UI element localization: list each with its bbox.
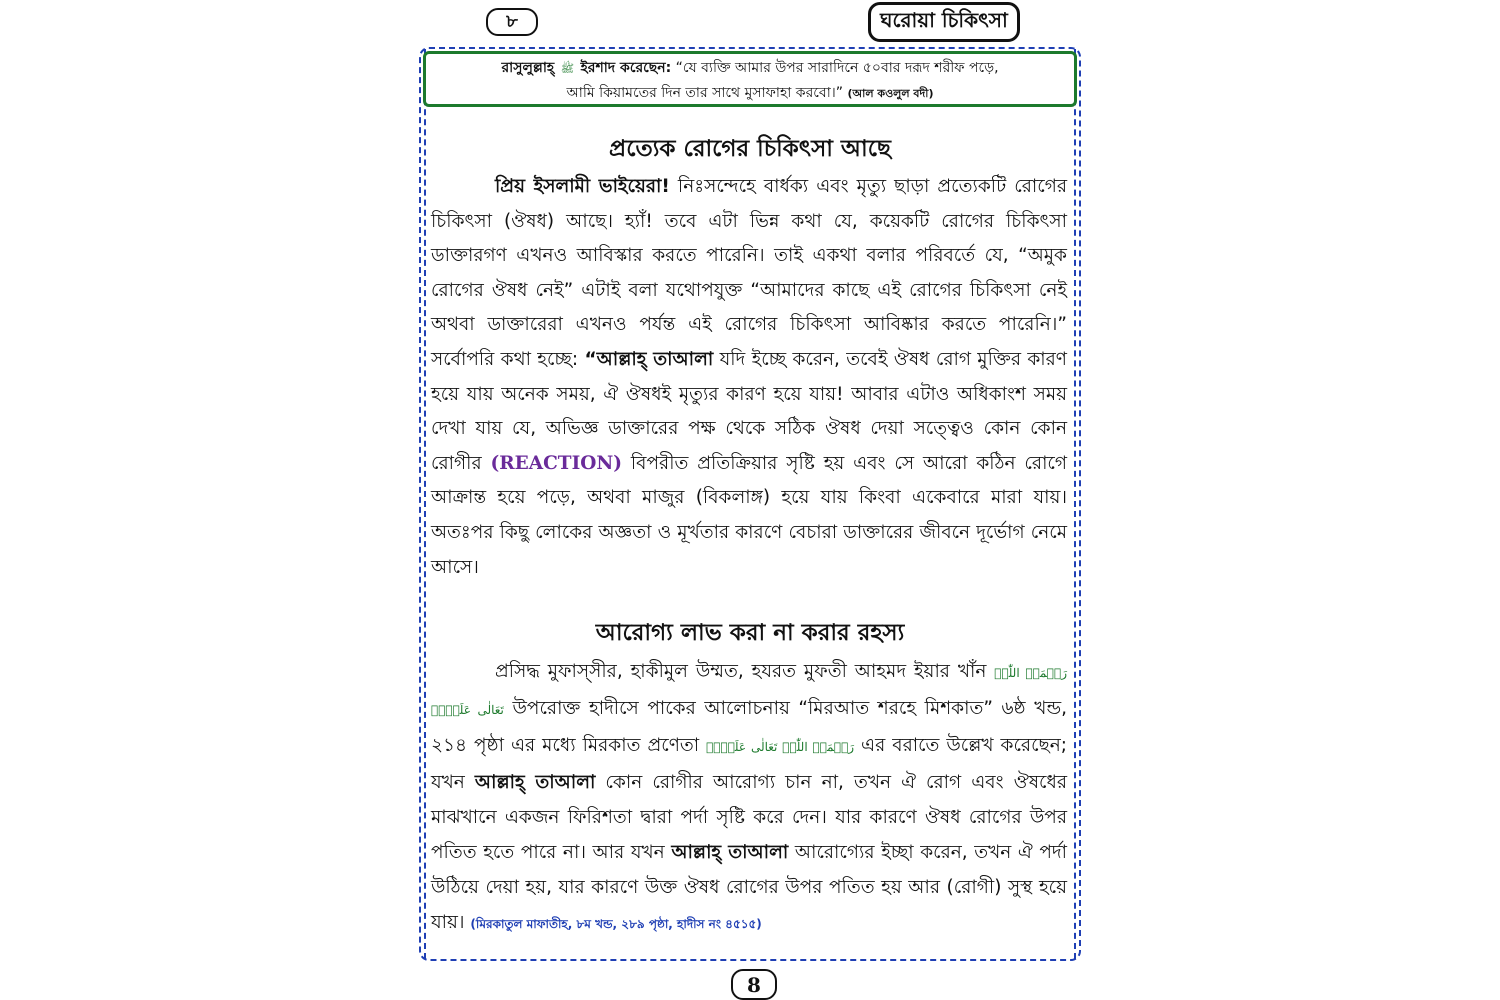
hadith-lead: রাসুলুল্লাহ্ [501,60,555,76]
page-number-english: 8 [731,969,777,1000]
allah-bold: আল্লাহ্ তাআলা [474,772,596,793]
page-number-bangla: ৮ [486,8,538,36]
paragraph-text: কোন রোগীর আরোগ্য চান না, তখন ঐ রোগ এবং ঔষধের মাঝখানে একজন ফিরিশতা দ্বারা পর্দা সৃষ্টি করে দেন। যার কারণে ঔষধ রোগের উপর পতিত হতে পারে না। আর যখন [431,772,1067,863]
section-heading-1: প্রত্যেক রোগের চিকিৎসা আছে [609,136,891,162]
dua-arabic: رَحۡمَۃُ اللّٰہِ تَعَالٰی عَلَیۡہِ [431,666,1068,717]
allah-bold: আল্লাহ্ তাআলা [671,842,789,863]
reaction-term: (REACTION) [490,452,623,474]
salutation-glyph: ﷺ [560,62,575,75]
hadith-said: ইরশাদ করেছেন: [580,60,672,76]
paragraph-text: নিঃসন্দেহে বার্ধক্য এবং মৃত্যু ছাড়া প্রত্যেকটি রোগের চিকিৎসা (ঔষধ) আছে। হ্যাঁ! তবে এটা ভিন্ন কথা যে, কয়েকটি রোগের চিকিৎসা ডাক্তারগণ এখনও আবিস্কার করতে পারেনি। তাই একথা বলার পরিবর্তে যে, “অমুক রোগের ঔষধ নেই” এটাই বলা যথোপযুক্ত “আমাদের কাছে এই রোগের চিকিৎসা নেই অথবা ডাক্তারেরা এখনও পর্যন্ত এই রোগের চিকিৎসা আবিষ্কার করতে পারেনি।” সর্বোপরি কথা হচ্ছে: [431,176,1067,370]
dua-arabic: رَحۡمَۃُ اللّٰہِ تَعَالٰی عَلَیۡہِ [706,740,855,754]
book-title: ঘরোয়া চিকিৎসা [868,2,1020,42]
hadith-quote-line-2: আমি কিয়ামতের দিন তার সাথে মুসাফাহা করবো।” [566,85,844,101]
paragraph-text: এর বরাতে উল্লেখ করেছেন; যখন [431,735,1067,793]
frame-left-edge [424,49,426,959]
hadith-quote-line-1: “যে ব্যক্তি আমার উপর সারাদিনে ৫০বার দরূদ শরীফ পড়ে, [675,60,999,76]
section-heading-2: আরোগ্য লাভ করা না করার রহস্য [595,620,905,646]
section-paragraph-1 [431,170,1067,585]
paragraph-text: যদি ইচ্ছে করেন, তবেই ঔষধ রোগ মুক্তির কারণ হয়ে যায় অনেক সময়, ঐ ঔষধই মৃত্যুর কারণ হয়ে যায়! আবার এটাও অধিকাংশ সময় দেখা যায় যে, অভিজ্ঞ ডাক্তারের পক্ষ থেকে সঠিক ঔষধ দেয়া সত্ত্বেও কোন কোন রোগীর [431,348,1067,474]
greeting-bold: প্রিয় ইসলামী ভাইয়েরা! [495,176,670,197]
allah-bold: “আল্লাহ্ তাআলা [584,348,714,370]
section-paragraph-2 [431,654,1067,942]
paragraph-text: প্রসিদ্ধ মুফাস্সীর, হাকীমুল উম্মত, হযরত মুফতী আহমদ ইয়ার খাঁন [495,661,995,682]
frame-right-edge [1074,49,1076,959]
hadith-line-1 [426,56,1074,81]
hadith-line-2 [426,81,1074,106]
paragraph-text: আরোগ্যের ইচ্ছা করেন, তখন ঐ পর্দা উঠিয়ে দেয়া হয়, যার কারণে উক্ত ঔষধ রোগের উপর পতিত হয় আর (রোগী) সুস্থ হয়ে যায়। [431,842,1068,933]
paragraph-text: উপরোক্ত হাদীসে পাকের আলোচনায় “মিরআত শরহে মিশকাত” ৬ষ্ঠ খন্ড, ২১৪ পৃষ্ঠা এর মধ্যে মিরকাত প্রণেতা [431,698,1067,756]
hadith-box [423,51,1077,107]
citation: (মিরকাতুল মাফাতীহ, ৮ম খন্ড, ২৮৯ পৃষ্ঠা, হাদীস নং ৪৫১৫) [470,917,762,931]
paragraph-text: বিপরীত প্রতিক্রিয়ার সৃষ্টি হয় এবং সে আরো কঠিন রোগে আক্রান্ত হয়ে পড়ে, অথবা মাজুর (বিকলাঙ্গ) হয়ে যায় কিংবা একেবারে মারা যায়। অতঃপর কিছু লোকের অজ্ঞতা ও মূর্খতার কারণে বেচারা ডাক্তারের জীবনে দূর্ভোগ নেমে আসে। [431,452,1067,578]
hadith-reference: (আল কওলুল বদী) [847,87,934,100]
